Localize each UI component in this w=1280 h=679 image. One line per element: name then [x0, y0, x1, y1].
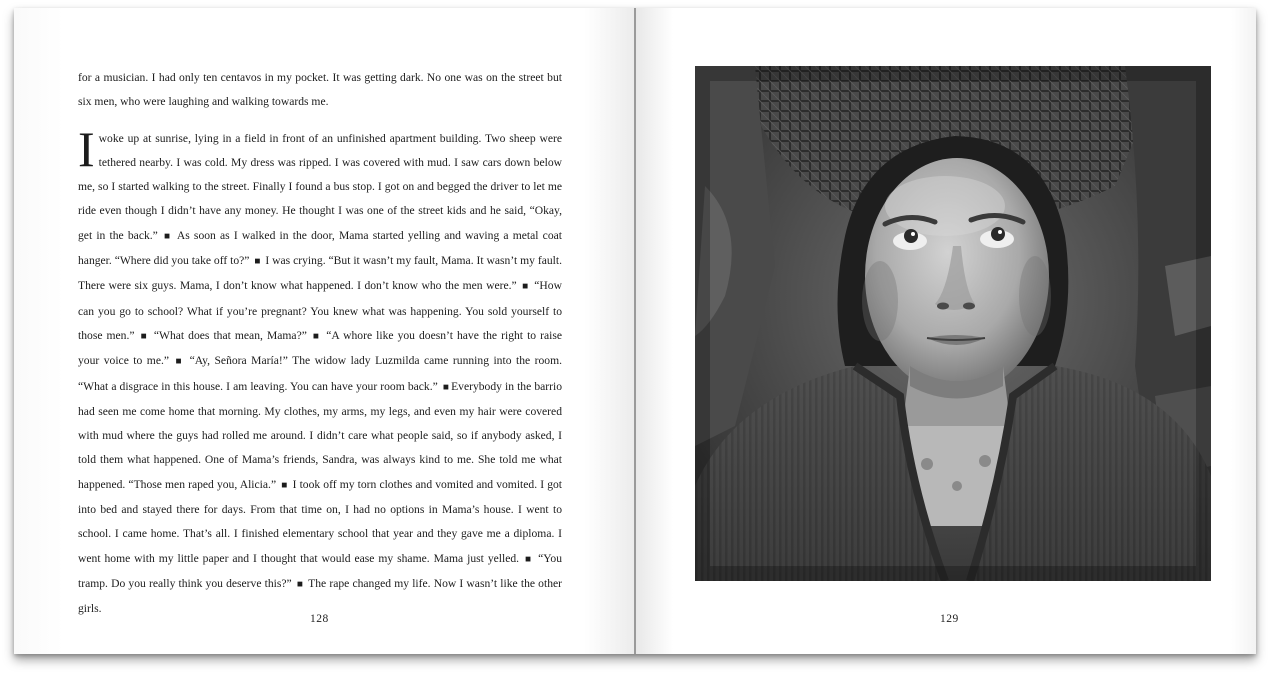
segment: “A whore like you doesn’t have the right to raise your voice to me.” — [78, 328, 563, 368]
segment: “What does that mean, Mama?” — [153, 328, 307, 342]
book-spread — [14, 8, 1256, 654]
segment: As soon as I walked in the door, Mama started yelling and waving a metal coat hanger. “Where did you take off to?” — [78, 228, 562, 268]
section-separator-icon: ■ — [522, 281, 529, 293]
section-separator-icon: ■ — [281, 479, 288, 491]
section-separator-icon: ■ — [140, 330, 148, 342]
segment: I took off my torn clothes and vomited and vomited. I got into bed and stayed there for days. From that time on, I had no options in Mama’s house. I went to school. I came home. That’s all. I finished elementary school that year and they gave me a diploma. I went home with my little paper and I thought that would ease my shame. Mama just yelled. — [78, 477, 563, 565]
paragraph-continued: for a musician. I had only ten centavos in my pocket. It was getting dark. No one was on the street but six men, who were laughing and walking towards me. — [78, 71, 562, 109]
segment: “Ay, Señora María!” The widow lady Luzmilda came running into the room. “What a disgrace in this house. I am leaving. You can have your room back.” — [78, 354, 562, 393]
segment: woke up at sunrise, lying in a field in front of an unfinished apartment building. Two sheep were tethered nearby. I was cold. My dress was ripped. I was covered with mud. I saw cars down below me, so I started walking to the street. Finally I found a bus stop. I got on and begged the driver to let me ride even though I didn’t have any money. He thought I was one of the street kids and he said, “Okay, get in the back.” — [78, 131, 562, 242]
segment: “How can you go to school? What if you’re pregnant? You knew what was happening. You sold yourself to those men.” — [78, 279, 562, 342]
section-separator-icon: ■ — [175, 356, 184, 368]
segment: “You tramp. Do you really think you deserve this?” — [78, 551, 563, 590]
section-separator-icon: ■ — [296, 578, 304, 590]
page-number: 128 — [310, 613, 329, 625]
segment: I was crying. “But it wasn’t my fault, Mama. It wasn’t my fault. There were six guys. Mama, I don’t know what happened. I don’t know who the men were.” — [78, 254, 562, 293]
drop-cap: I — [78, 120, 95, 177]
section-separator-icon: ■ — [442, 381, 450, 393]
segment: Everybody in the barrio had seen me come home that morning. My clothes, my arms, my legs, and even my hair were covered with mud where the guys had rolled me around. I didn’t care what people said, so if anybody asked, I told them what happened. One of Mama’s friends, Sandra, was always kind to me. She told me what happened. “Those men raped you, Alicia.” — [78, 379, 563, 491]
portrait-photo-illustration — [695, 66, 1211, 581]
paragraph-dropcap — [78, 120, 563, 622]
section-separator-icon: ■ — [525, 553, 533, 565]
segment: The rape changed my life. Now I wasn’t like the other girls. — [78, 576, 562, 616]
section-separator-icon: ■ — [312, 330, 321, 342]
section-separator-icon: ■ — [164, 230, 172, 242]
page-number: 129 — [940, 613, 959, 625]
right-page — [636, 8, 1256, 654]
portrait-photo — [695, 66, 1211, 581]
left-page — [14, 8, 634, 654]
section-separator-icon: ■ — [254, 256, 261, 268]
body-text — [78, 66, 562, 622]
